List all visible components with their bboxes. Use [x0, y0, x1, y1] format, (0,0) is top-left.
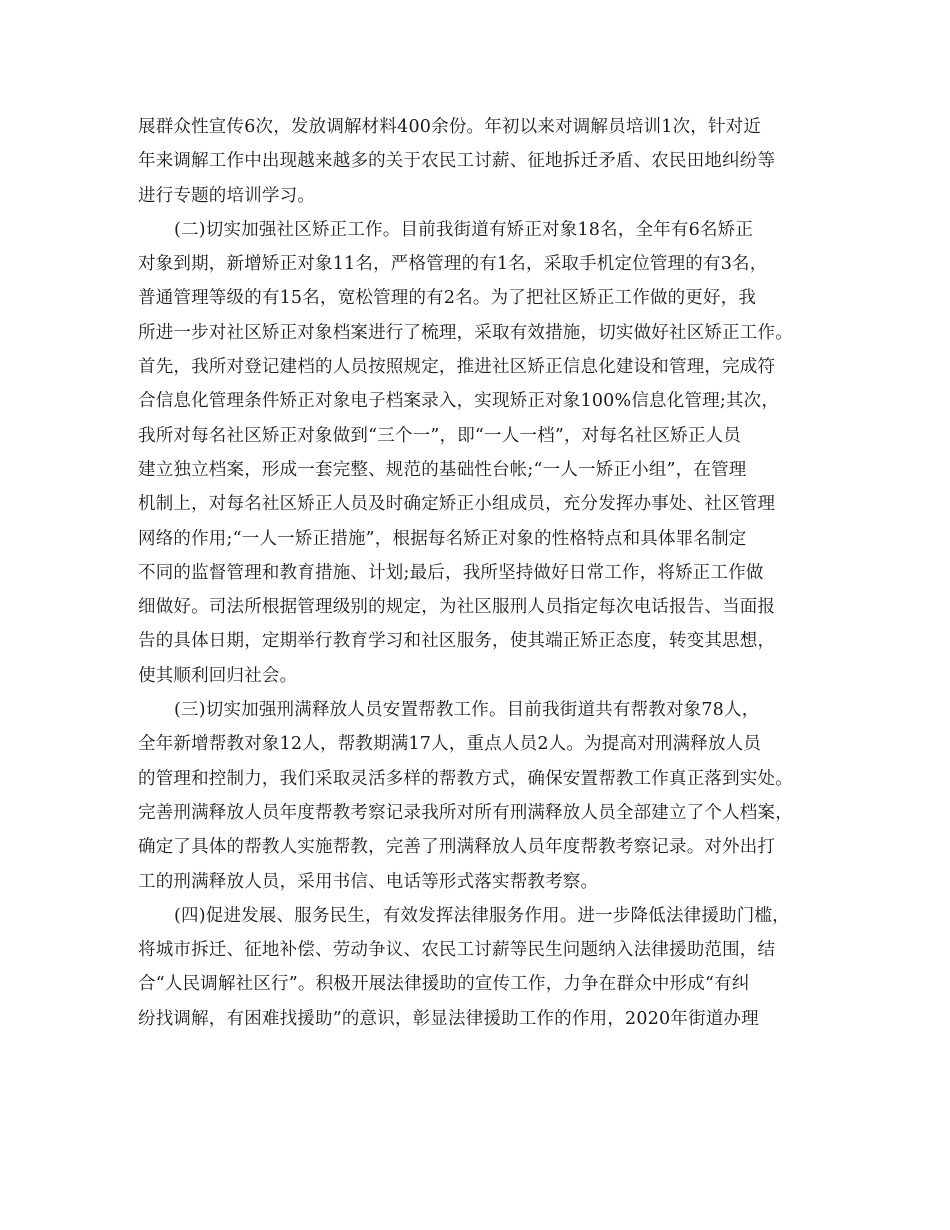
paragraph-first-line: (二)切实加强社区矫正工作。目前我街道有矫正对象18名，全年有6名矫正: [174, 219, 754, 240]
text-line: 年来调解工作中出现越来越多的关于农民工讨薪、征地拆迁矛盾、农民田地纠纷等: [138, 151, 776, 172]
text-line: 全年新增帮教对象12人，帮教期满17人，重点人员2人。为提高对刑满释放人员: [138, 734, 762, 755]
text-line: 对象到期，新增矫正对象11名，严格管理的有1名，采取手机定位管理的有3名，: [138, 254, 768, 275]
text-line: 细做好。司法所根据管理级别的规定，为社区服刑人员指定每次电话报告、当面报: [138, 597, 776, 618]
text-line: 我所对每名社区矫正对象做到“三个一”，即“一人一档”，对每名社区矫正人员: [138, 425, 741, 446]
text-line: 建立独立档案，形成一套完整、规范的基础性台帐;“一人一矫正小组”，在管理: [138, 459, 747, 480]
text-line: 进行专题的培训学习。: [138, 185, 315, 206]
text-line: 网络的作用;“一人一矫正措施”，根据每名矫正对象的性格特点和具体罪名制定: [138, 528, 747, 549]
text-line: 告的具体日期，定期举行教育学习和社区服务，使其端正矫正态度，转变其思想，: [138, 631, 776, 652]
text-line: 确定了具体的帮教人实施帮教，完善了刑满释放人员年度帮教考察记录。对外出打: [138, 837, 776, 858]
text-line: 机制上，对每名社区矫正人员及时确定矫正小组成员，充分发挥办事处、社区管理: [138, 494, 776, 515]
text-line: 普通管理等级的有15名，宽松管理的有2名。为了把社区矫正工作做的更好，我: [138, 288, 757, 309]
paragraph-first-line: (四)促进发展、服务民生，有效发挥法律服务作用。进一步降低法律援助门槛，: [174, 905, 790, 926]
text-line: 所进一步对社区矫正对象档案进行了梳理，采取有效措施，切实做好社区矫正工作。: [138, 322, 793, 343]
text-line: 合“人民调解社区行”。积极开展法律援助的宣传工作，力争在群众中形成“有纠: [138, 974, 750, 995]
text-line: 合信息化管理条件矫正对象电子档案录入，实现矫正对象100%信息化管理;其次，: [138, 391, 780, 412]
paragraph-first-line: (三)切实加强刑满释放人员安置帮教工作。目前我街道共有帮教对象78人，: [174, 700, 760, 721]
text-line: 纷找调解，有困难找援助”的意识，彰显法律援助工作的作用，2020年街道办理: [138, 1008, 759, 1029]
text-line: 使其顺利回归社会。: [138, 665, 298, 686]
text-line: 工的刑满释放人员，采用书信、电话等形式落实帮教考察。: [138, 871, 599, 892]
text-line: 首先，我所对登记建档的人员按照规定，推进社区矫正信息化建设和管理，完成符: [138, 357, 776, 378]
text-line: 的管理和控制力，我们采取灵活多样的帮教方式，确保安置帮教工作真正落到实处。: [138, 768, 793, 789]
document-body: [138, 110, 828, 1036]
text-line: 完善刑满释放人员年度帮教考察记录我所对所有刑满释放人员全部建立了个人档案，: [138, 802, 793, 823]
text-line: 将城市拆迁、征地补偿、劳动争议、农民工讨薪等民生问题纳入法律援助范围，结: [138, 940, 776, 961]
text-line: 展群众性宣传6次，发放调解材料400余份。年初以来对调解员培训1次，针对近: [138, 117, 762, 137]
text-line: 不同的监督管理和教育措施、计划;最后，我所坚持做好日常工作，将矫正工作做: [138, 562, 764, 583]
